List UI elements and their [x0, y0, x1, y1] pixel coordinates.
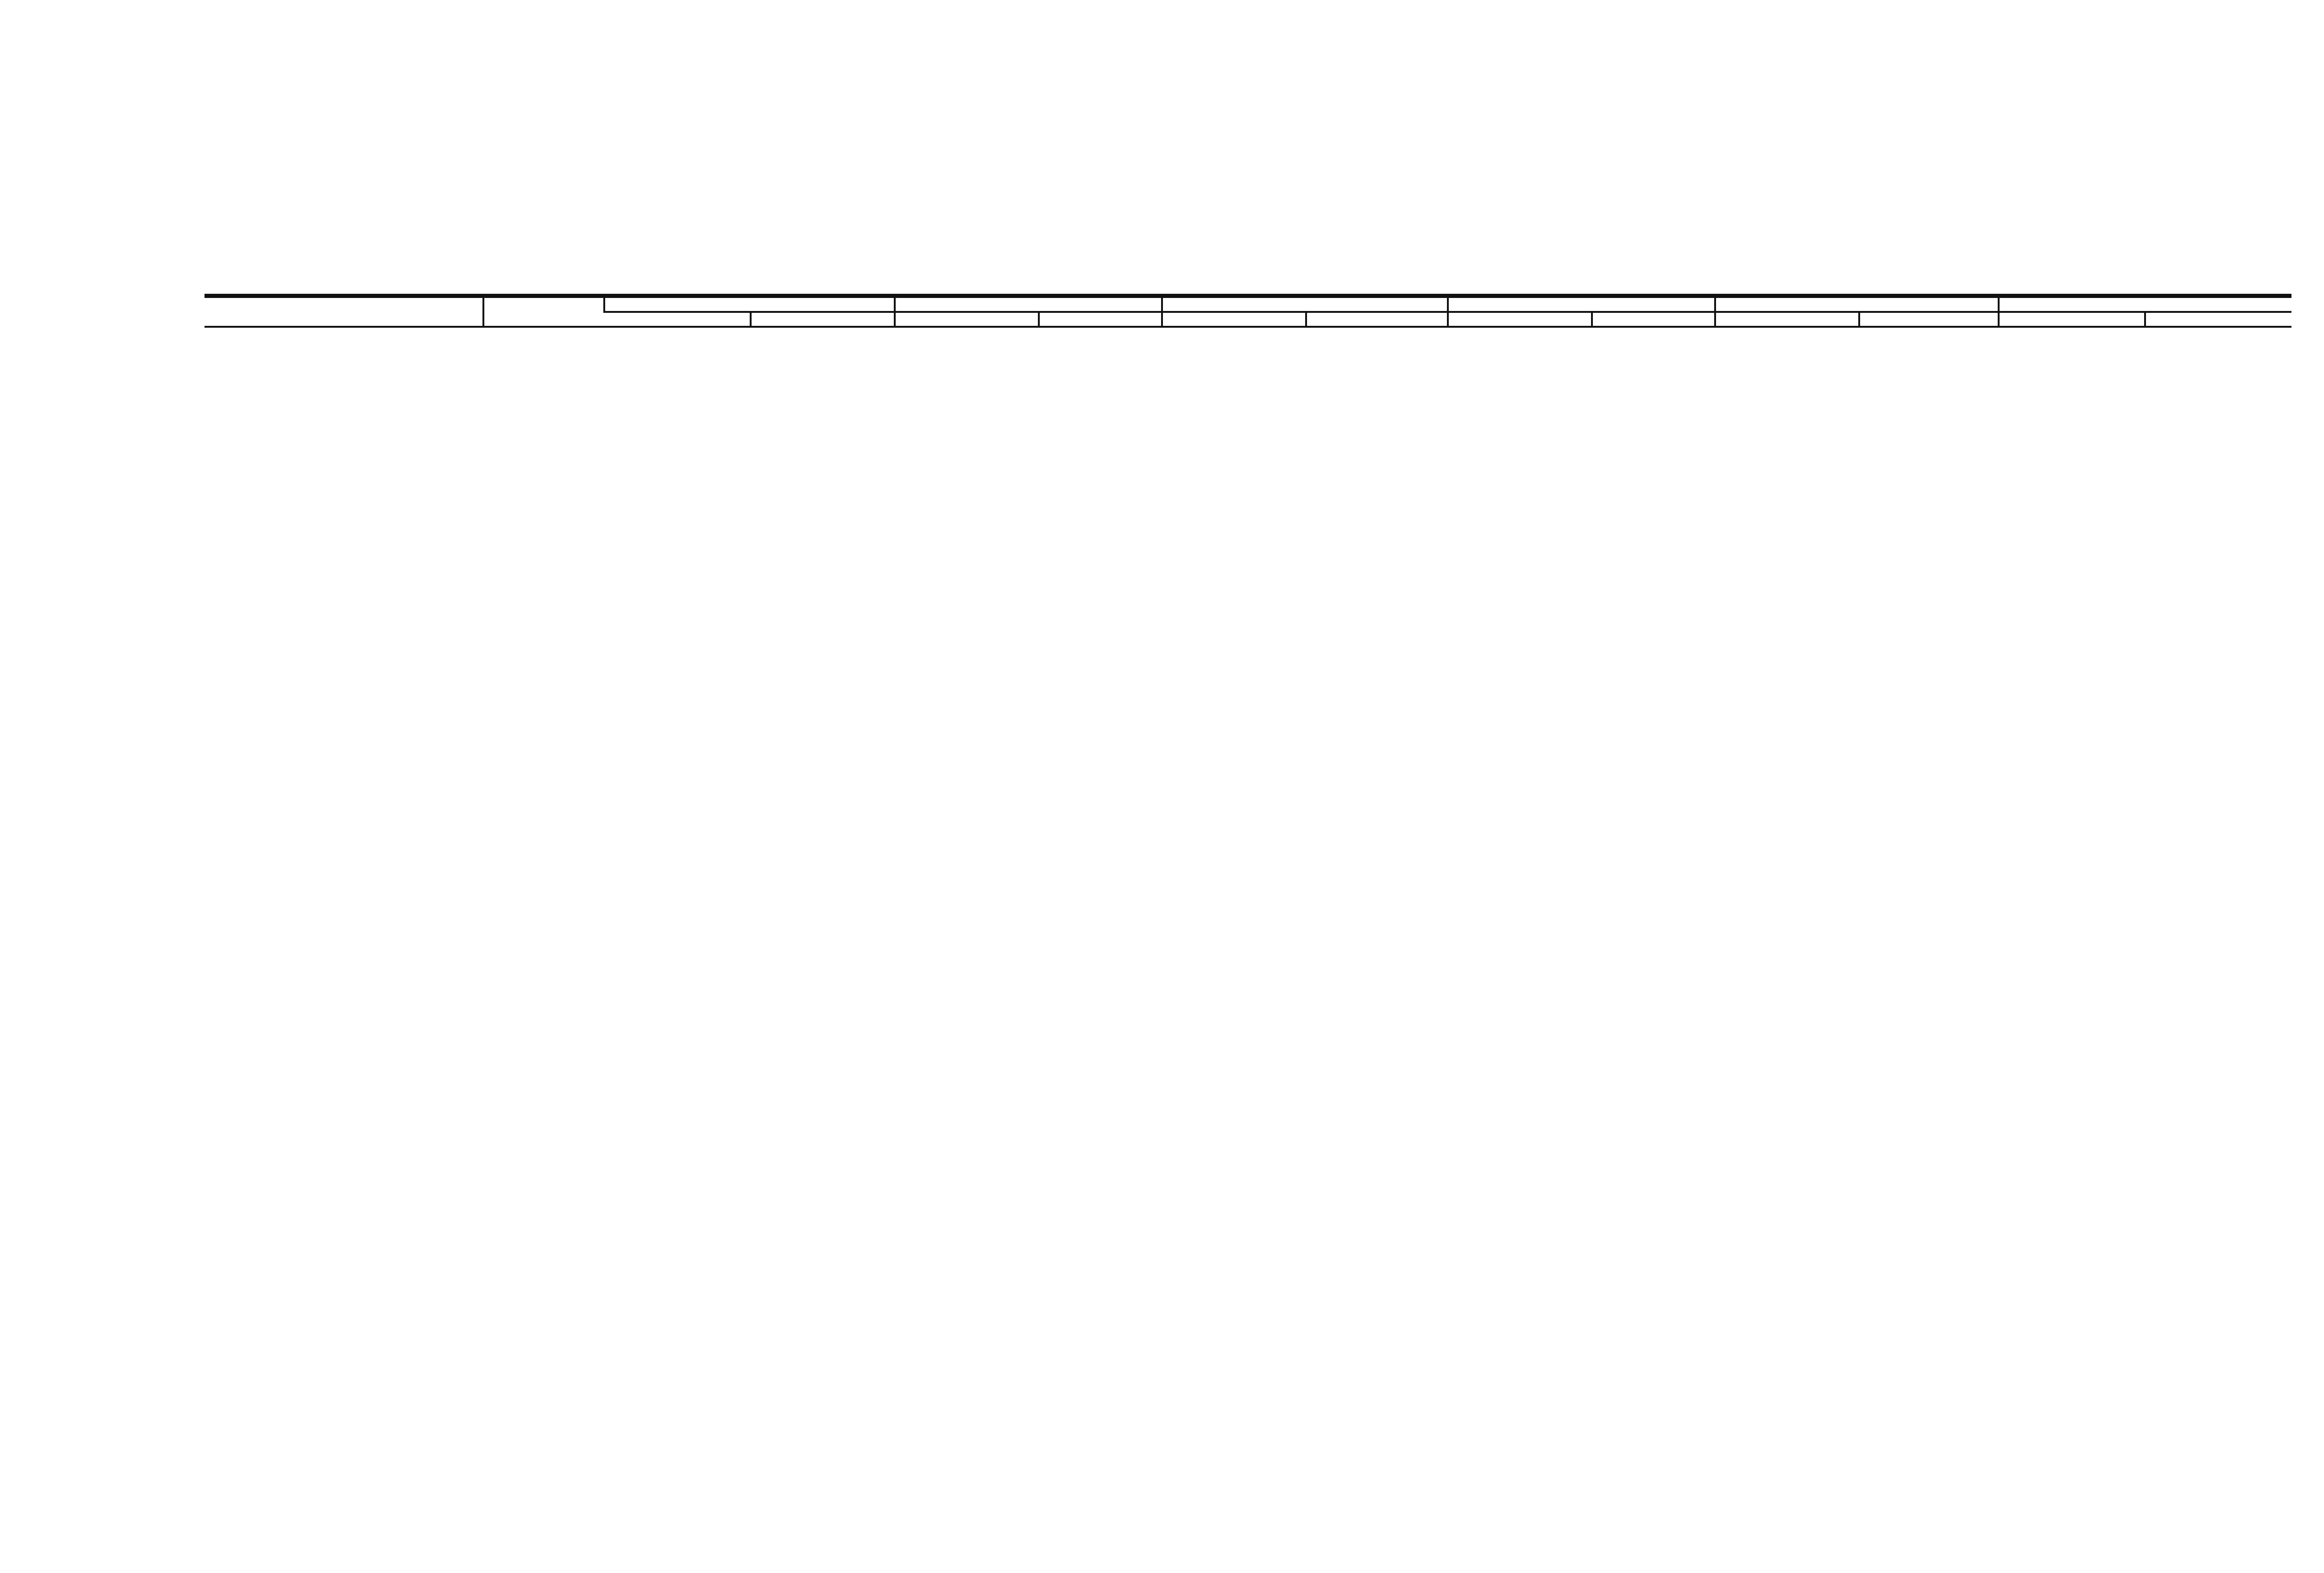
- header-misc-clay: [1715, 296, 1999, 312]
- header-stoneware-clay: [1448, 296, 1715, 312]
- header-value: [1592, 312, 1715, 327]
- header-value: [1039, 312, 1162, 327]
- table-header: [205, 296, 2291, 327]
- header-short-tons: [604, 312, 751, 327]
- header-value: [1859, 312, 1999, 327]
- header-value: [751, 312, 895, 327]
- clay-statistics-table: [205, 294, 2291, 328]
- header-short-tons: [1999, 312, 2145, 327]
- header-short-tons: [1715, 312, 1859, 327]
- header-fire-clay: [1162, 296, 1448, 312]
- header-short-tons: [895, 312, 1039, 327]
- header-value: [1306, 312, 1448, 327]
- header-value: [2145, 312, 2291, 327]
- header-short-tons: [1448, 312, 1592, 327]
- header-operators: [483, 296, 604, 327]
- header-total: [1999, 296, 2291, 312]
- header-state: [205, 296, 483, 327]
- header-kaolin: [604, 296, 895, 312]
- header-ball-clay: [895, 296, 1162, 312]
- header-short-tons: [1162, 312, 1306, 327]
- header-row-groups: [205, 296, 2291, 312]
